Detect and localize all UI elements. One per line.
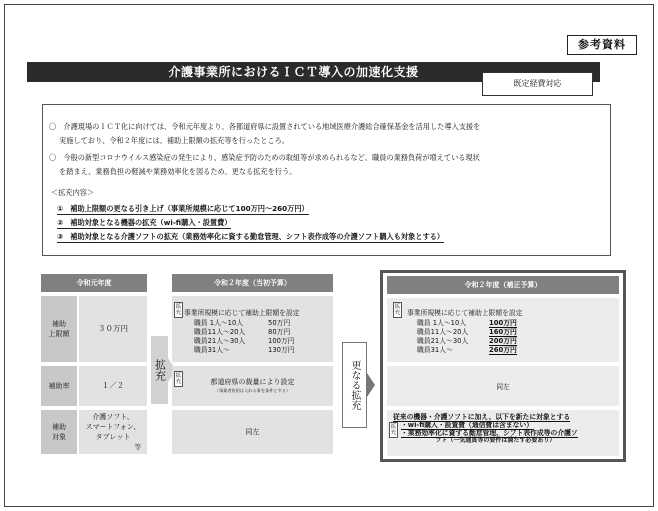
expand-mark: 拡充 xyxy=(175,373,182,385)
budget-tag: 既定経費対応 xyxy=(482,72,593,96)
tier-amount: 260万円 xyxy=(489,346,517,354)
col1-target-text: 介護ソフト、 スマートフォン、 タブレット xyxy=(85,413,141,441)
expansion-item: ② 補助対象となる機器の拡充（wi-fi購入・設置費） xyxy=(57,218,232,227)
intro-box xyxy=(42,104,611,256)
expand-mark: 拡充 xyxy=(394,304,401,316)
tier-amount: 80万円 xyxy=(268,328,291,336)
tier-amount: 100万円 xyxy=(268,337,295,345)
tier-amount: 130万円 xyxy=(268,346,295,354)
intro-para2-line1: 〇 今般の新型コロナウイルス感染症の発生により、感染症予防のための取組等が求められるなど、職員の業務負荷が増えている現状 xyxy=(49,153,480,162)
intro-para1-line2: 実施しており、令和２年度には、補助上限額の拡充等を行ったところ。 xyxy=(59,136,290,145)
col2-rate-desc: 都道府県の裁量により設定 xyxy=(210,378,295,386)
row-label-limit xyxy=(41,296,77,362)
col3-target-line1: 従来の機器・介護ソフトに加え、以下を新たに対象とする xyxy=(393,413,571,421)
col1-header: 令和元年度 xyxy=(41,274,147,292)
col2-limit-desc: 事業所規模に応じて補助上限額を設定 xyxy=(184,309,300,317)
expand-mark: 拡充 xyxy=(175,304,182,316)
col1-limit xyxy=(79,296,147,362)
row-label-rate xyxy=(41,366,77,406)
col2-rate-note: （事業者負担は入れる事を条件とする） xyxy=(214,388,291,393)
col3-header: 令和２年度（補正予算） xyxy=(387,276,619,294)
col3-limit xyxy=(387,298,619,362)
tier-label: 職員11人～20人 xyxy=(194,328,246,336)
reference-label: 参考資料 xyxy=(567,35,637,55)
col1-rate-text: １／２ xyxy=(101,381,125,390)
tier-label: 職員21人～30人 xyxy=(417,337,469,345)
row-label-rate-text: 補助率 xyxy=(48,382,70,390)
tier-amount: 100万円 xyxy=(489,319,517,327)
col1-limit-text: ３０万円 xyxy=(98,324,128,333)
col3-rate-text: 同左 xyxy=(496,383,510,391)
tier-label: 職員31人～ xyxy=(417,346,453,354)
col1-target-etc: 等 xyxy=(134,443,141,451)
col3-target-line3: ・業務効率化に資する勤怠管理、シフト表作成等の介護ソ xyxy=(401,429,578,437)
intro-para2-line2: を踏まえ、業務負担の軽減や業務効率化を図るため、更なる拡充を行う。 xyxy=(59,167,297,176)
col3-rate xyxy=(387,366,619,406)
row-label-limit-text: 補助 上限額 xyxy=(48,320,70,338)
row-label-target xyxy=(41,410,77,454)
col1-rate xyxy=(79,366,147,406)
tier-amount: 200万円 xyxy=(489,337,517,345)
tier-row xyxy=(417,344,517,354)
page-title-text: 介護事業所におけるＩＣＴ導入の加速化支援 xyxy=(168,65,419,79)
further-expansion-arrow: 更なる拡充 xyxy=(342,342,367,428)
tier-amount: 50万円 xyxy=(268,319,291,327)
col3-target-line2: ・wi-fi購入・設置費（通信費は含まない） xyxy=(401,421,534,429)
expansion-heading: ＜拡充内容＞ xyxy=(51,188,95,197)
tier-label: 職員 1人～10人 xyxy=(194,319,244,327)
tier-label: 職員 1人～10人 xyxy=(417,319,467,327)
expansion-arrow: 拡充 xyxy=(151,336,168,404)
expansion-item: ① 補助上限額の更なる引き上げ（事業所規模に応じて100万円～260万円） xyxy=(57,204,309,213)
col2-header: 令和２年度（当初予算） xyxy=(172,274,333,292)
tier-label: 職員31人～ xyxy=(194,346,230,354)
expand-mark: 拡充 xyxy=(390,424,397,436)
col3-target-line4: フト（一気通貫等の要件は満たす必要あり） xyxy=(435,437,556,444)
col2-target xyxy=(172,410,333,454)
intro-para1-line1: 〇 介護現場のＩＣＴ化に向けては、令和元年度より、各都道府県に設置されている地域医療介護総合確保基金を活用した導入支援を xyxy=(49,122,481,131)
tier-label: 職員11人～20人 xyxy=(417,328,469,336)
col2-limit xyxy=(172,296,333,362)
col2-rate xyxy=(172,366,333,406)
tier-label: 職員21人～30人 xyxy=(194,337,246,345)
col3-limit-desc: 事業所規模に応じて補助上限額を設定 xyxy=(407,309,523,317)
col1-target xyxy=(79,410,147,454)
expansion-item: ③ 補助対象となる介護ソフトの拡充（業務効率化に資する勤怠管理、シフト表作成等の介護ソフト購入も対象とする） xyxy=(57,232,445,241)
col2-target-text: 同左 xyxy=(245,428,260,436)
tier-row xyxy=(194,344,295,354)
row-label-target-text: 補助 対象 xyxy=(52,423,66,441)
col3-target xyxy=(387,410,619,456)
col3-target-text xyxy=(393,413,578,445)
tier-amount: 160万円 xyxy=(489,328,517,336)
